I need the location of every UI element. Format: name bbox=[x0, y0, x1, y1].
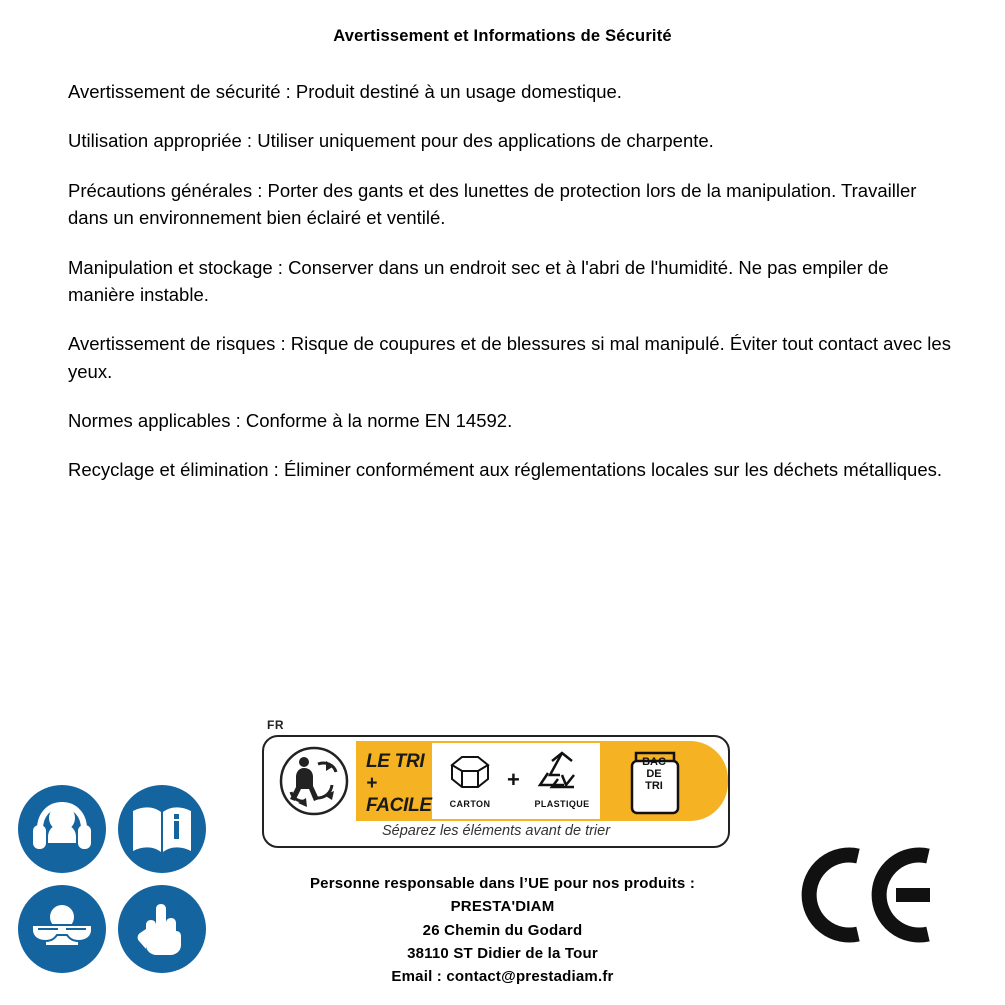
company-street: 26 Chemin du Godard bbox=[422, 921, 583, 939]
responsible-person-prefix: Personne responsable dans l’ bbox=[309, 875, 529, 892]
ce-mark-icon bbox=[800, 840, 950, 950]
paragraph-standards: Normes applicables : Conforme à la norme EN 14592. bbox=[68, 410, 513, 431]
responsible-person-ue: UE bbox=[528, 875, 550, 892]
paragraph-safety-warning: Avertissement de sécurité : Produit destiné à un usage domestique. bbox=[68, 81, 622, 102]
triman-icon bbox=[274, 745, 354, 817]
company-email: Email : contact@prestadiam.fr bbox=[391, 968, 614, 985]
page-title: Avertissement et Informations de Sécurité bbox=[333, 27, 672, 45]
bin-label-line3: TRI bbox=[645, 779, 663, 792]
material-carton-label: CARTON bbox=[449, 799, 491, 809]
recycling-headline-line2: + FACILE bbox=[366, 772, 432, 816]
paragraph-handling-storage: Manipulation et stockage : Conserver dans un endroit sec et à l'abri de l'humidité. Ne pas empiler de manière instable. bbox=[68, 256, 889, 305]
paragraph-general-precautions: Précautions générales : Porter des gants et des lunettes de protection lors de la manipulation. Travailler dans un environnement bien éclairé et ventilé. bbox=[68, 179, 917, 229]
material-carton bbox=[438, 749, 502, 809]
recycling-caption: Séparez les éléments avant de trier bbox=[381, 823, 611, 839]
paragraph-proper-use: Utilisation appropriée : Utiliser uniquement pour des applications de charpente. bbox=[68, 130, 714, 152]
mobius-loop-icon bbox=[530, 749, 594, 793]
safety-text-block bbox=[68, 78, 958, 506]
ear-protection-icon bbox=[18, 785, 106, 873]
bin-label-line1: BAC bbox=[642, 756, 666, 768]
company-name: PRESTA'DIAM bbox=[450, 898, 555, 916]
material-plastique bbox=[530, 749, 594, 809]
country-tag: FR bbox=[267, 718, 284, 732]
recycling-headline-line1: LE TRI bbox=[366, 751, 425, 772]
recycling-label-box bbox=[262, 735, 730, 848]
carton-box-icon bbox=[438, 749, 502, 793]
read-manual-icon bbox=[118, 785, 206, 873]
paragraph-risk-warning: Avertissement de risques : Risque de coupures et de blessures si mal manipulé. Éviter tout contact avec les yeux. bbox=[68, 333, 951, 382]
recycling-headline bbox=[366, 751, 436, 817]
bin-label-line2: DE bbox=[646, 767, 662, 780]
paragraph-recycling: Recyclage et élimination : Éliminer conformément aux réglementations locales sur les déchets métalliques. bbox=[68, 459, 943, 481]
bin-label bbox=[624, 757, 684, 793]
responsible-person-suffix: pour nos produits : bbox=[549, 875, 696, 892]
recycling-label bbox=[262, 718, 732, 848]
material-separator: + bbox=[507, 767, 520, 792]
material-plastique-label: PLASTIQUE bbox=[534, 799, 590, 809]
company-city: 38110 ST Didier de la Tour bbox=[407, 944, 598, 962]
